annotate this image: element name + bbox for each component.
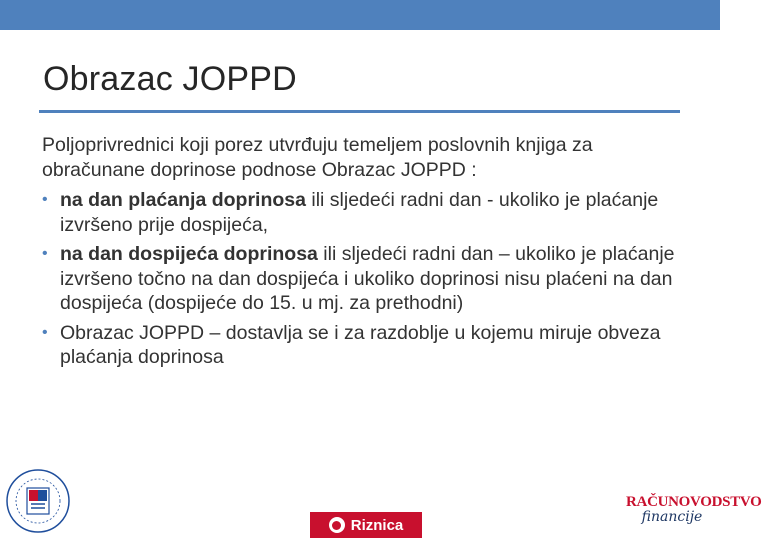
riznica-logo [310, 512, 422, 538]
bullet-item [42, 321, 692, 370]
bullet-text: ili sljedeći radni dan - ukoliko je plaćanje izvršeno prije dospijeća, [60, 189, 659, 236]
rf-logo-bottom-text: financije [641, 509, 703, 525]
rf-logo-top-text: RAČUNOVODSTVO [626, 494, 762, 510]
slide-body [42, 133, 692, 375]
bullet-text: Obrazac JOPPD – dostavlja se i za razdoblje u kojemu miruje obveza plaćanja doprinosa [60, 321, 661, 368]
header-bar [0, 0, 720, 30]
bullet-item [42, 242, 692, 316]
bullet-icon: • [42, 245, 48, 262]
bullet-list [42, 188, 692, 370]
riznica-emblem-icon [329, 517, 345, 533]
bullet-bold-text: na dan dospijeća doprinosa [60, 243, 318, 265]
bullet-icon: • [42, 191, 48, 208]
slide-title: Obrazac JOPPD [43, 60, 297, 98]
bullet-bold-text: na dan plaćanja doprinosa [60, 189, 306, 211]
institution-seal-logo [5, 468, 71, 534]
riznica-logo-text: Riznica [350, 516, 404, 534]
bullet-icon: • [42, 323, 48, 341]
bullet-text: ili sljedeći radni dan – ukoliko je plaćanje izvršeno točno na dan dospijeća i ukoliko doprinosi nisu plaćeni na dan dospijeća (dospijeće do 15. u mj. za prethodni) [60, 243, 675, 314]
title-divider [39, 110, 680, 113]
bullet-item [42, 188, 692, 237]
intro-paragraph: Poljoprivrednici koji porez utvrđuju temeljem poslovnih knjiga za obračunane doprinose podnose Obrazac JOPPD : [42, 134, 593, 181]
racunovodstvo-financije-logo [626, 494, 762, 538]
